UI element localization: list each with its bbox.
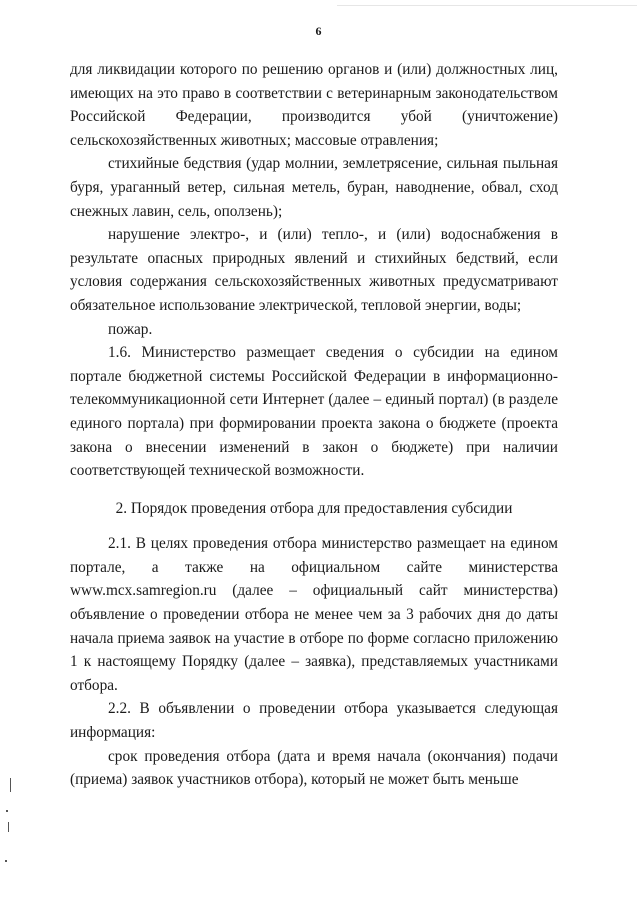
paragraph-2-1-line-1: 2.1. В целях проведения отбора министерство размещает на едином [108, 535, 558, 553]
paragraph-selection-term: срок проведения отбора (дата и время начала (окончания) подачи (приема) заявок участников отбора), который не может быть меньше [70, 747, 558, 789]
paragraph-2-1-line-2: портале, а также на официальном сайте министерства [70, 558, 558, 576]
paragraph-fire: пожар. [108, 320, 153, 338]
paragraph-utility-disruption: нарушение электро-, и (или) тепло-, и (или) водоснабжения в результате опасных природных явлений и стихийных бедствий, если условия содержания сельскохозяйственных животных предусматривают обязательное использование электрической, тепловой энергии, воды; [70, 226, 558, 314]
scan-top-rule [337, 5, 637, 6]
paragraph-livestock-disease: для ликвидации которого по решению органов и (или) должностных лиц, имеющих на это право в соответствии с ветеринарным законодательством Российской Федерации, производится убой (уничтожение) сельскохозяйственных животных; массовые отравления; [70, 61, 558, 149]
paragraph-1-6: 1.6. Министерство размещает сведения о субсидии на едином портале бюджетной системы Российской Федерации в информационно-телекоммуникационной сети Интернет (далее – единый портал) (в разделе единого портала) при формировании проекта закона о бюджете (проекта закона о внесении изменений в закон о бюджете) при наличии соответствующей технической возможности. [70, 344, 558, 480]
section-heading: 2. Порядок проведения отбора для предоставления субсидии [115, 499, 513, 517]
scan-edge-marks [2, 770, 18, 880]
page-number: 6 [315, 24, 322, 38]
paragraph-2-2: 2.2. В объявлении о проведении отбора указывается следующая информация: [70, 700, 558, 742]
paragraph-2-1-rest: www.mcx.samregion.ru (далее – официальный сайт министерства) объявление о проведении отбора не менее чем за 3 рабочих дня до даты начала приема заявок на участие в отборе по форме согласно приложению 1 к настоящему Порядку (далее – заявка), представляемых участниками отбора. [70, 582, 558, 694]
paragraph-natural-disasters: стихийные бедствия (удар молнии, землетрясение, сильная пыльная буря, ураганный ветер, сильная метель, буран, наводнение, обвал, сход снежных лавин, сель, оползень); [70, 155, 558, 220]
document-body [70, 58, 558, 792]
